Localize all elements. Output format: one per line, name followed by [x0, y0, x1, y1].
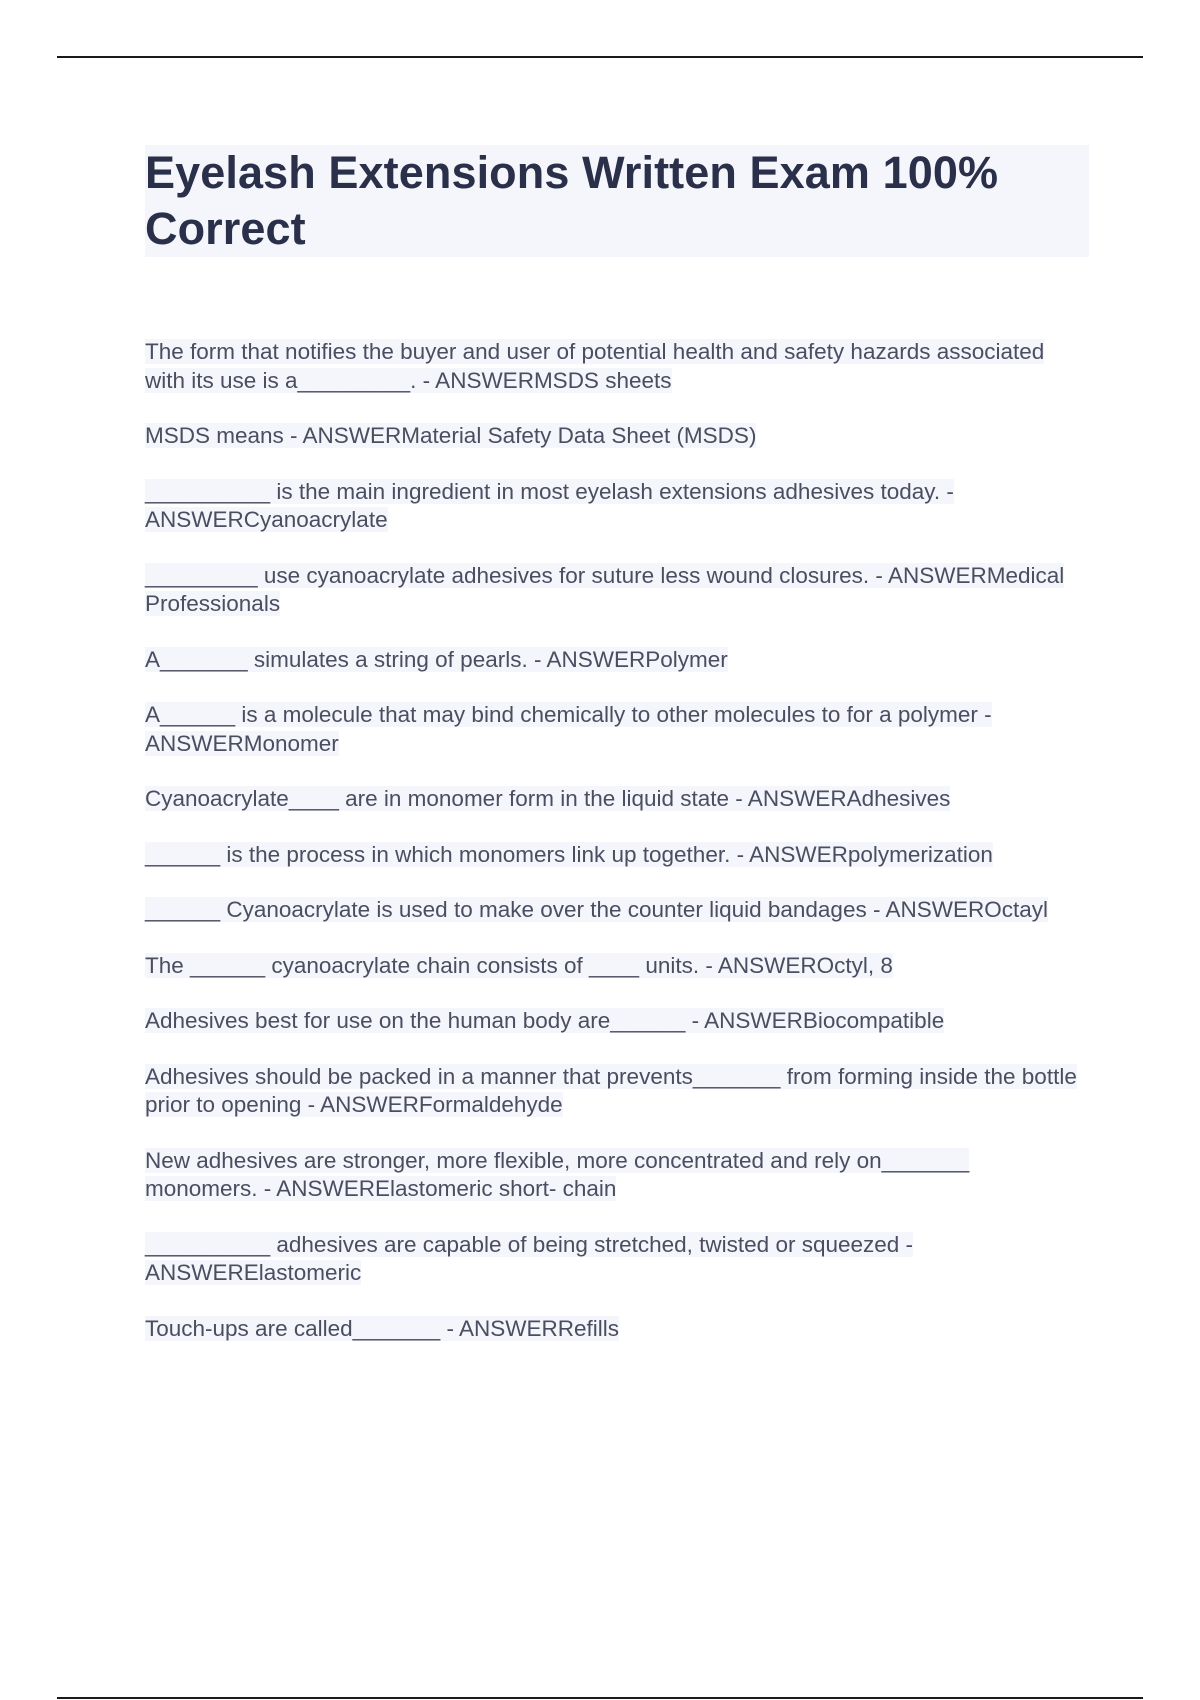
qa-item — [145, 478, 1085, 535]
qa-text: ______ is the process in which monomers link up together. - ANSWERpolymerization — [145, 841, 993, 867]
qa-item — [145, 1231, 1085, 1288]
qa-item — [145, 646, 1085, 675]
qa-item — [145, 562, 1085, 619]
title-block — [145, 145, 1089, 257]
qa-item — [145, 422, 1085, 451]
qa-item — [145, 1147, 1085, 1204]
qa-text: The ______ cyanoacrylate chain consists of ____ units. - ANSWEROctyl, 8 — [145, 952, 893, 978]
header-rule — [57, 56, 1143, 58]
qa-item — [145, 338, 1085, 395]
qa-item — [145, 952, 1085, 981]
qa-item — [145, 841, 1085, 870]
qa-text: _________ use cyanoacrylate adhesives for suture less wound closures. - ANSWERMedical Professionals — [145, 562, 1065, 616]
qa-text: MSDS means - ANSWERMaterial Safety Data Sheet (MSDS) — [145, 423, 757, 448]
qa-text: Cyanoacrylate____ are in monomer form in the liquid state - ANSWERAdhesives — [145, 786, 951, 811]
qa-item — [145, 701, 1085, 758]
qa-text: ______ Cyanoacrylate is used to make over the counter liquid bandages - ANSWEROctayl — [145, 897, 1048, 922]
qa-item — [145, 1315, 1085, 1344]
qa-text: The form that notifies the buyer and user of potential health and safety hazards associated with its use is a_________. - ANSWERMSDS sheets — [145, 339, 1045, 393]
qa-text: Adhesives best for use on the human body are______ - ANSWERBiocompatible — [145, 1008, 945, 1033]
qa-item — [145, 785, 1085, 814]
qa-item — [145, 1007, 1085, 1036]
qa-item — [145, 1063, 1085, 1120]
qa-text: Adhesives should be packed in a manner that prevents_______ from forming inside the bottle prior to opening - ANSWERFormaldehyde — [145, 1063, 1077, 1117]
qa-text: A_______ simulates a string of pearls. - ANSWERPolymer — [145, 646, 728, 672]
qa-text: Touch-ups are called_______ - ANSWERRefills — [145, 1315, 619, 1341]
qa-text: __________ adhesives are capable of being stretched, twisted or squeezed - ANSWERElastomeric — [145, 1231, 914, 1285]
question-list — [145, 338, 1085, 1370]
footer-rule — [57, 1697, 1143, 1699]
qa-text: A______ is a molecule that may bind chemically to other molecules to for a polymer - ANSWERMonomer — [145, 702, 992, 756]
qa-item — [145, 896, 1085, 925]
qa-text: __________ is the main ingredient in most eyelash extensions adhesives today. - ANSWERCyanoacrylate — [145, 478, 954, 532]
qa-text: New adhesives are stronger, more flexible, more concentrated and rely on_______ monomers. - ANSWERElastomeric short- chain — [145, 1147, 970, 1201]
document-title: Eyelash Extensions Written Exam 100% Correct — [145, 147, 999, 254]
